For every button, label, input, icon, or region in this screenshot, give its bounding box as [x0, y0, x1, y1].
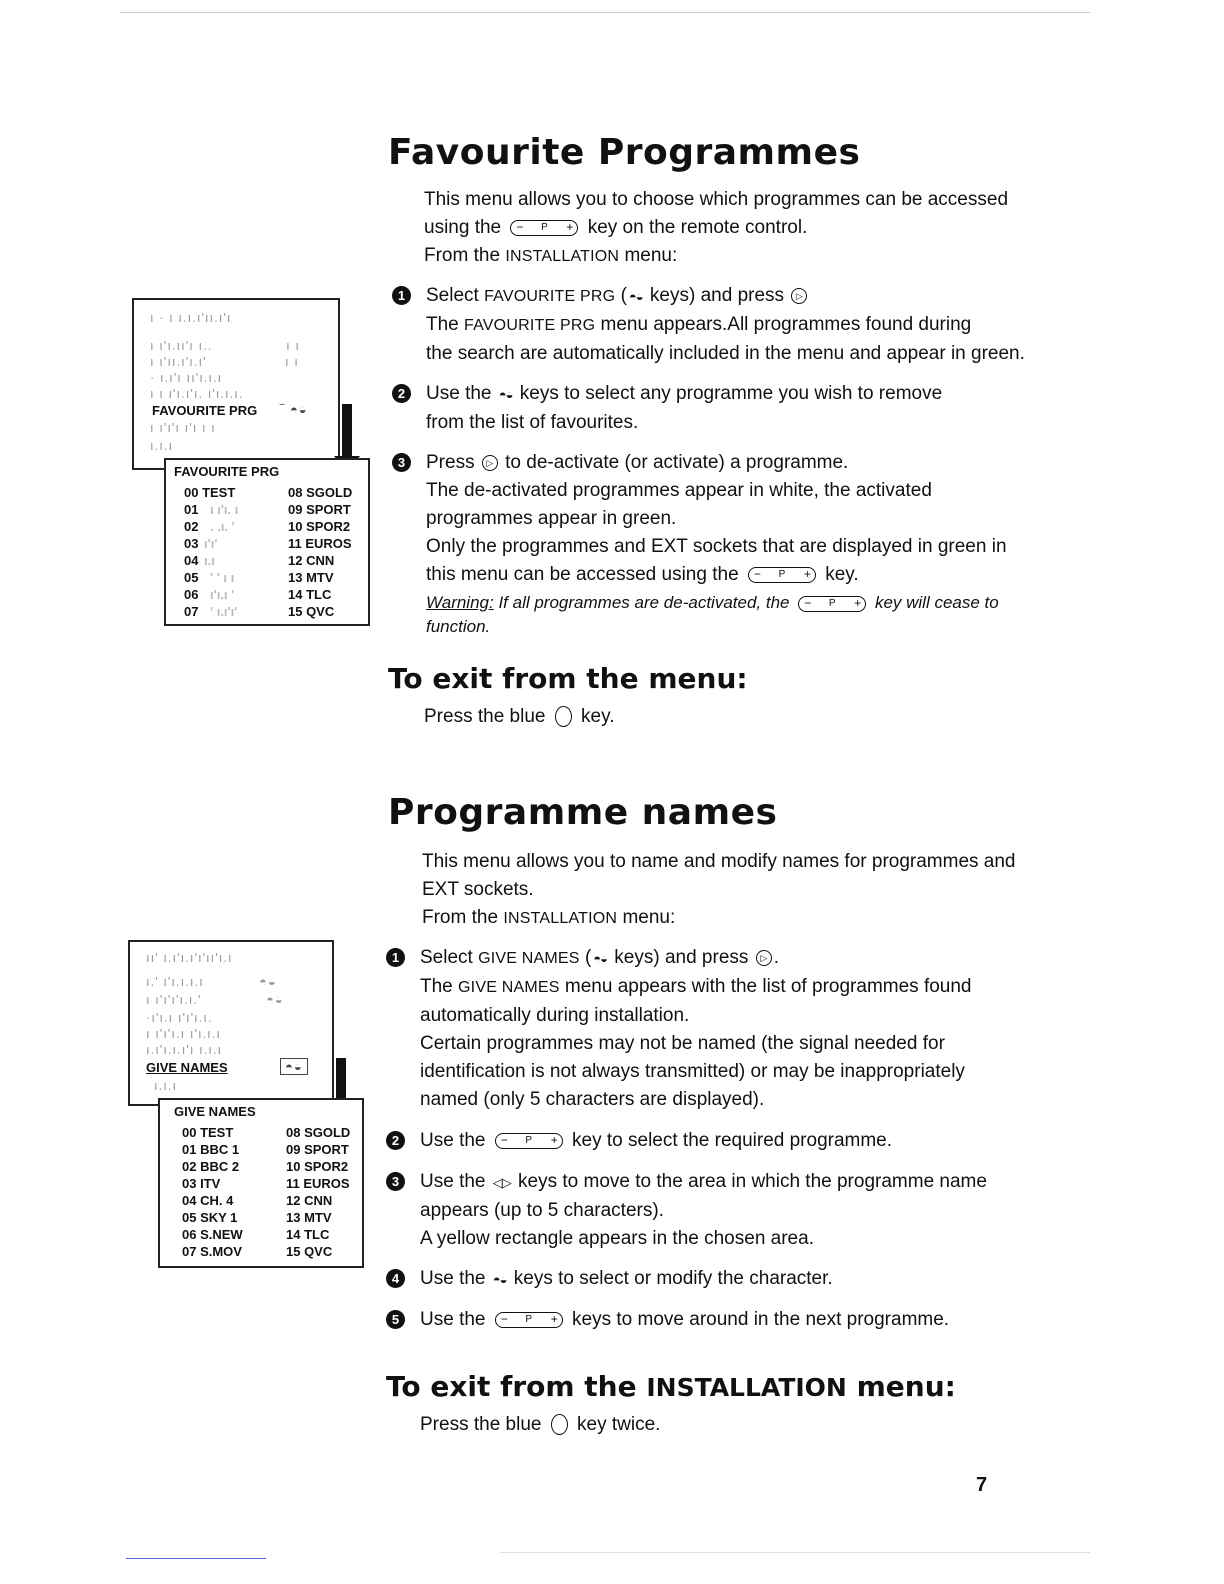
step-number-badge: 2: [386, 1131, 405, 1150]
right-key-icon: ▷: [482, 455, 498, 471]
faded-menu-line: ı ı'ı.ıı'ı ı.. ı ı: [150, 338, 300, 353]
faded-menu-line: ı ı'ı'ı ı'ı ı ı: [150, 420, 216, 435]
right-key-icon: ▷: [791, 288, 807, 304]
highlighted-menu-item: FAVOURITE PRG: [152, 403, 258, 418]
blue-key-icon: [555, 706, 572, 727]
list-item: 08 SGOLD: [288, 485, 353, 500]
faded-menu-line: ı.ı'ı.ı.ı'ı ı.ı.ı: [146, 1042, 223, 1057]
up-down-keys-icon: ◓◒: [628, 289, 643, 304]
menu-name: FAVOURITE PRG: [464, 317, 596, 334]
s1-step-3: 3 Press ▷ to de-activate (or activate) a programme. The de-activated programmes appear in white, the activated programmes appear in green. Only the programmes and EXT sockets that are displayed in green in this menu can be accessed using the − P + key. Warning: If all programmes are de-activated, the − P + key will cease to function.: [392, 449, 1052, 637]
exit-installation-text: Press the blue key twice.: [420, 1414, 661, 1435]
list-item: 03 ITV: [182, 1176, 221, 1191]
list-item: 09 SPORT: [288, 502, 351, 517]
exit-menu-title: To exit from the menu:: [388, 662, 748, 695]
faded-name: ı.ı: [204, 553, 215, 568]
list-item: 14 TLC: [286, 1227, 330, 1242]
list-item: 05 SKY 1: [182, 1210, 238, 1225]
intro-text: From the: [424, 245, 501, 266]
faded-menu-line: ı ı'ı'ı'ı.ı.' ◓◒: [146, 992, 284, 1007]
list-item: 02: [184, 519, 199, 534]
list-item: 14 TLC: [288, 587, 332, 602]
faded-name: ' ' ı ı: [210, 570, 235, 585]
list-item: 00 TEST: [182, 1125, 234, 1140]
faded-menu-line: ı · ı ı.ı.ı'ıı.ı'ı: [150, 310, 232, 325]
p-key-icon: − P +: [495, 1312, 563, 1328]
blue-key-icon: [551, 1414, 568, 1435]
list-item: 01 BBC 1: [182, 1142, 240, 1157]
faded-name: ' ı.ı'ı': [210, 604, 238, 619]
step-number-badge: 1: [386, 948, 405, 967]
intro-line: This menu allows you to choose which programmes can be accessed: [424, 189, 1009, 210]
list-item: 04 CH. 4: [182, 1193, 234, 1208]
step-number-badge: 3: [392, 453, 411, 472]
up-down-keys-icon: ◓◒: [498, 387, 513, 402]
faded-name: ı'ı.ı ': [210, 587, 235, 602]
step-number-badge: 2: [392, 384, 411, 403]
s1-step-1: 1 Select FAVOURITE PRG ( ◓◒ keys) and press ▷ The FAVOURITE PRG menu appears.All programmes found during the search are automatically included in the menu and appear in green.: [392, 282, 1052, 368]
list-item: 15 QVC: [286, 1244, 333, 1259]
list-item: 09 SPORT: [286, 1142, 349, 1157]
list-item: 03: [184, 536, 199, 551]
faded-menu-line: ·ı'ı.ı ı'ı'ı.ı.: [146, 1010, 213, 1025]
list-item: 02 BBC 2: [182, 1159, 240, 1174]
list-item: 08 SGOLD: [286, 1125, 351, 1140]
menu-name: GIVE NAMES: [478, 950, 580, 967]
p-key-icon: − P +: [495, 1133, 563, 1149]
exit-menu-text: Press the blue key.: [424, 706, 615, 727]
faded-menu-line: ıı' ı.ı'ı.ı'ı'ıı'ı.ı: [146, 950, 233, 965]
give-names-submenu: [158, 1098, 364, 1268]
faded-name: ı ı'ı. ı: [210, 502, 239, 517]
section-title-favourite-programmes: Favourite Programmes: [388, 132, 861, 173]
faded-menu-line: · ı.ı'ı ıı'ı.ı.ı: [150, 370, 223, 385]
faded-menu-line: ı.ı.ı: [150, 438, 174, 453]
s2-step-2: 2 Use the − P + key to select the required programme.: [386, 1127, 1046, 1155]
list-item: 11 EUROS: [288, 536, 352, 551]
section-title-programme-names: Programme names: [388, 792, 778, 833]
list-item: 06 S.NEW: [182, 1227, 243, 1242]
s2-step-5: 5 Use the − P + keys to move around in the next programme.: [386, 1306, 1046, 1334]
faded-menu-line: ‾ ◓◒: [280, 402, 308, 417]
list-item: 01: [184, 502, 199, 517]
s2-step-1: 1 Select GIVE NAMES ( ◓◒ keys) and press ▷ . The GIVE NAMES menu appears with the list of programmes found automatically during installation. Certain programmes may not be named (the signal needed for identification is not always transmitted) or may be inappropriately named (only 5 characters are displayed).: [386, 944, 1046, 1114]
step-number-badge: 5: [386, 1310, 405, 1329]
scan-line-top: [120, 12, 1090, 13]
faded-menu-line: ı ı ı'ı.ı'ı. ı'ı.ı.ı.: [150, 386, 244, 401]
step-number-badge: 4: [386, 1269, 405, 1288]
list-item: 13 MTV: [288, 570, 334, 585]
page-number: 7: [976, 1474, 988, 1496]
faded-menu-line: ı.ı.ı: [154, 1078, 178, 1093]
exit-installation-title: To exit from the INSTALLATION menu:: [386, 1370, 956, 1403]
list-item: 10 SPOR2: [288, 519, 351, 534]
highlighted-menu-item: GIVE NAMES: [146, 1060, 228, 1075]
list-item: 15 QVC: [288, 604, 335, 619]
list-item: 05: [184, 570, 199, 585]
list-item: 00 TEST: [184, 485, 236, 500]
up-down-keys-icon: ◓◒: [492, 1272, 507, 1287]
up-down-keys-icon: ◓◒: [593, 951, 607, 966]
list-item: 06: [184, 587, 199, 602]
tv-screen-installation-2: [128, 940, 334, 1106]
down-arrow-icon: [342, 404, 352, 458]
intro-text: menu:: [624, 245, 678, 266]
s2-step-3: 3 Use the ◁▷ keys to move to the area in which the programme name appears (up to 5 characters). A yellow rectangle appears in the chosen area.: [386, 1168, 1046, 1253]
faded-menu-line: ı.' ı'ı.ı.ı.ı ◓◒: [146, 974, 277, 989]
p-key-icon: − P +: [510, 220, 578, 236]
warning-note: Warning: If all programmes are de-activated, the − P + key will cease to: [426, 593, 999, 612]
intro-text: using the: [424, 217, 502, 238]
tv-screen-installation-1: [132, 298, 340, 470]
menu-name: INSTALLATION: [503, 910, 618, 927]
list-item: 13 MTV: [286, 1210, 332, 1225]
scan-line-bottom: [500, 1552, 1090, 1553]
faded-name: ı'ı': [204, 536, 218, 551]
scan-line-bottom: [126, 1558, 266, 1559]
faded-name: . .ı. ': [210, 519, 235, 534]
s1-step-2: 2 Use the ◓◒ keys to select any programme you wish to remove from the list of favourites.: [392, 380, 1052, 437]
faded-menu-line: ı ı'ıı.ı'ı.ı' ı ı: [150, 354, 299, 369]
list-item: 12 CNN: [288, 553, 335, 568]
menu-name: INSTALLATION: [505, 248, 620, 265]
list-item: 04: [184, 553, 199, 568]
menu-name: FAVOURITE PRG: [484, 288, 616, 305]
p-key-icon: − P +: [798, 596, 866, 612]
submenu-title: GIVE NAMES: [174, 1104, 256, 1119]
list-item: 11 EUROS: [286, 1176, 350, 1191]
section2-intro: This menu allows you to name and modify names for programmes and EXT sockets. From the INSTALLATION menu:: [422, 851, 1016, 928]
faded-menu-line: ◓◒: [280, 1058, 308, 1075]
left-right-keys-icon: ◁▷: [492, 1175, 511, 1190]
s2-step-4: 4 Use the ◓◒ keys to select or modify the character.: [386, 1265, 1046, 1294]
menu-name: GIVE NAMES: [458, 979, 560, 996]
step-number-badge: 1: [392, 286, 411, 305]
list-item: 10 SPOR2: [286, 1159, 349, 1174]
submenu-title: FAVOURITE PRG: [174, 464, 280, 479]
list-item: 07: [184, 604, 199, 619]
intro-text: key on the remote control.: [587, 217, 808, 238]
section1-intro: [424, 186, 1064, 271]
p-key-icon: − P +: [748, 567, 816, 583]
favourite-prg-submenu: [164, 458, 370, 626]
list-item: 12 CNN: [286, 1193, 333, 1208]
right-key-icon: ▷: [756, 950, 772, 966]
list-item: 07 S.MOV: [182, 1244, 242, 1259]
faded-menu-line: ı ı'ı'ı.ı ı'ı.ı.ı: [146, 1026, 222, 1041]
step-number-badge: 3: [386, 1172, 405, 1191]
